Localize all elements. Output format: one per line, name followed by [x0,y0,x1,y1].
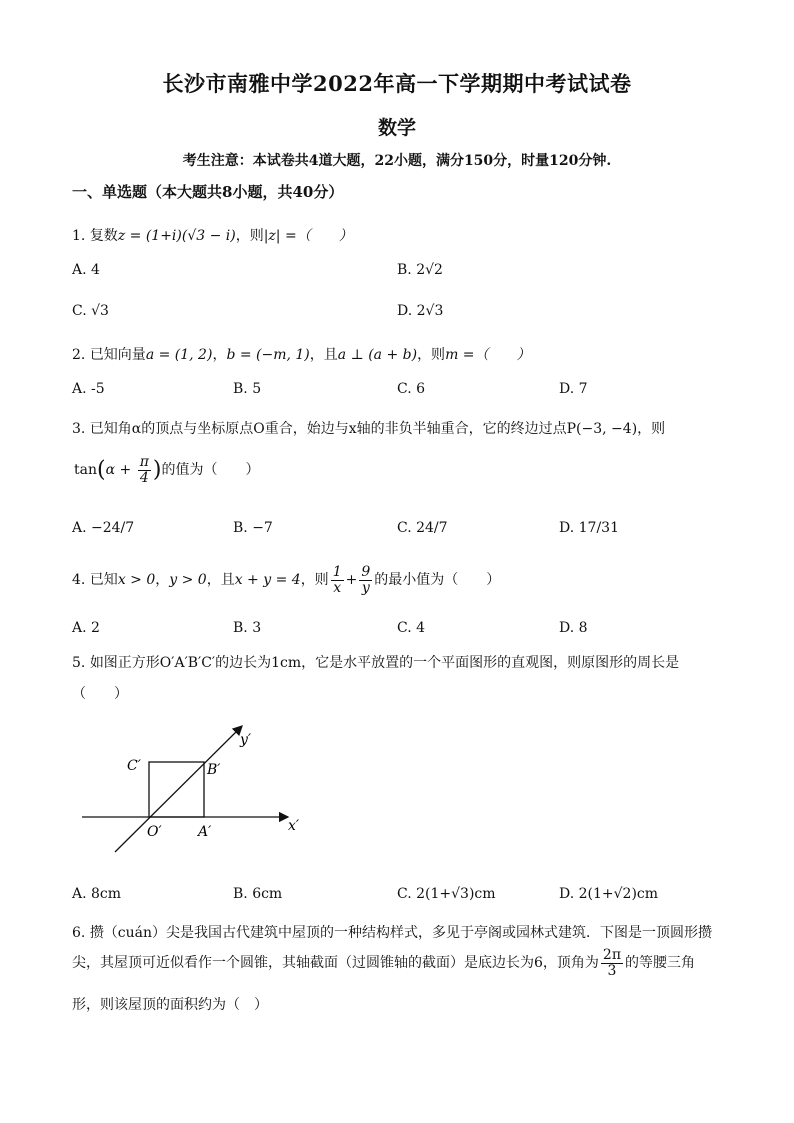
question-text: 如图正方形O′A′B′C′的边长为1cm，它是水平放置的一个平面图形的直观图，则原图形的周长是 [89,655,680,671]
exam-title: 长沙市南雅中学2022年高一下学期期中考试试卷 [162,71,632,96]
fraction-angle [601,948,623,978]
question-text: ，且 [206,572,235,589]
vector-b: b = (−m, 1) [226,347,310,363]
question-3-line-2: tan(α + $\frac{\pi}{4}$ )的值为（ ） [74,454,260,486]
left-paren-icon: ( [97,457,106,483]
question-1 [72,225,353,245]
question-ask: 的值为（ ） [161,462,260,479]
option-c: C. 4 [397,620,426,636]
question-number: 1. [72,228,86,244]
question-number: 5. [72,655,86,671]
square-oabc [149,762,204,817]
question-number: 2. [72,347,86,363]
question-5-line-2: （ ） [72,686,128,702]
fraction-denominator: 4 [139,469,149,486]
question-text: ，且 [309,347,338,363]
fraction-numerator: π [139,454,149,470]
option-b: B. −7 [233,520,273,536]
tan-label: tan [74,462,97,479]
label-c: C′ [127,758,141,774]
label-y: y′ [240,732,252,748]
option-b: B. 2√2 [397,262,443,278]
question-6 [72,922,712,942]
vector-a: a = (1, 2) [145,347,213,363]
question-number: 4. [72,572,86,589]
question-ask: m =（ ） [445,347,531,363]
question-text: 复数 [89,228,118,244]
option-c: C. √3 [72,303,109,319]
option-b: B. 3 [233,620,262,636]
option-d: D. 7 [559,381,588,397]
fraction-numerator: 2π [602,947,622,963]
option-a: A. 8cm [72,886,122,902]
question-text: 攒（cuán）尖是我国古代建筑中屋顶的一种结构样式，多见于亭阁或园林式建筑．下图是一顶圆形攒 [89,925,713,941]
option-a: A. 4 [72,262,100,278]
question-6-line-2 [72,948,695,978]
fraction-denominator: x [333,579,342,596]
question-text: ，则 [417,347,446,363]
math-expression: z = (1+i)(√3 − i) [117,228,236,244]
option-d: D. 2(1+√2)cm [559,886,659,902]
oblique-square-figure [70,712,320,862]
question-4: 4. 已知x > 0，y > 0，且x + y = 4，则 $\frac{1}{x}$ + $\frac{9}{y}$ 的最小值为（ ） [72,564,501,596]
option-a: A. −24/7 [72,520,135,536]
exam-notice: 考生注意：本试卷共4道大题，22小题，满分150分，时量120分钟. [182,153,612,169]
option-c: C. 24/7 [397,520,448,536]
question-text: 已知向量 [89,347,146,363]
question-6-line-3: 形，则该屋顶的面积约为（ ） [72,997,268,1013]
option-d: D. 17/31 [559,520,619,536]
option-c: C. 6 [397,381,426,397]
label-b: B′ [207,762,221,778]
question-number: 6. [72,925,86,941]
question-5 [72,652,679,672]
question-text: 尖，其屋顶可近似看作一个圆锥，其轴截面（过圆锥轴的截面）是底边长为6，顶角为 [72,955,599,972]
fraction-denominator: y [361,579,370,596]
question-3 [72,418,665,438]
alpha-symbol: α [105,462,116,479]
label-a: A′ [198,824,212,840]
question-ask: |z| =（ ） [263,228,353,244]
section-title: 一、单选题（本大题共8小题，共40分） [72,183,344,201]
question-text: 已知角α的顶点与坐标原点O重合，始边与x轴的非负半轴重合，它的终边过点P(−3, −4)，则 [89,421,666,437]
right-paren-icon: ) [152,457,162,483]
fraction-numerator: 1 [332,564,342,580]
condition-x: x > 0 [117,572,156,589]
fraction [138,455,151,485]
fraction-2 [359,565,372,595]
exam-subject: 数学 [377,117,416,139]
condition-sum: x + y = 4 [234,572,301,589]
option-d: D. 8 [559,620,588,636]
question-text: 的等腰三角 [625,955,696,972]
label-o: O′ [147,824,162,840]
question-text: ，则 [235,228,264,244]
option-b: B. 5 [233,381,262,397]
question-ask: 的最小值为（ ） [374,572,501,589]
fraction-numerator: 9 [361,564,371,580]
label-x: x′ [288,818,300,834]
option-a: A. -5 [72,381,105,397]
option-d: D. 2√3 [397,303,444,319]
fraction-1 [331,565,344,595]
question-text: ，则 [300,572,329,589]
option-a: A. 2 [72,620,100,636]
y-axis [115,726,242,852]
option-b: B. 6cm [233,886,283,902]
condition: a ⊥ (a + b) [337,347,418,363]
condition-y: y > 0 [169,572,207,589]
question-2: 2. 已知向量a = (1, 2)，b = (−m, 1)，且a ⊥ (a + b)，则m =（ ） [72,347,531,363]
question-text: 已知 [89,572,118,589]
question-number: 3. [72,421,86,437]
option-c: C. 2(1+√3)cm [397,886,496,902]
fraction-denominator: 3 [607,962,617,979]
